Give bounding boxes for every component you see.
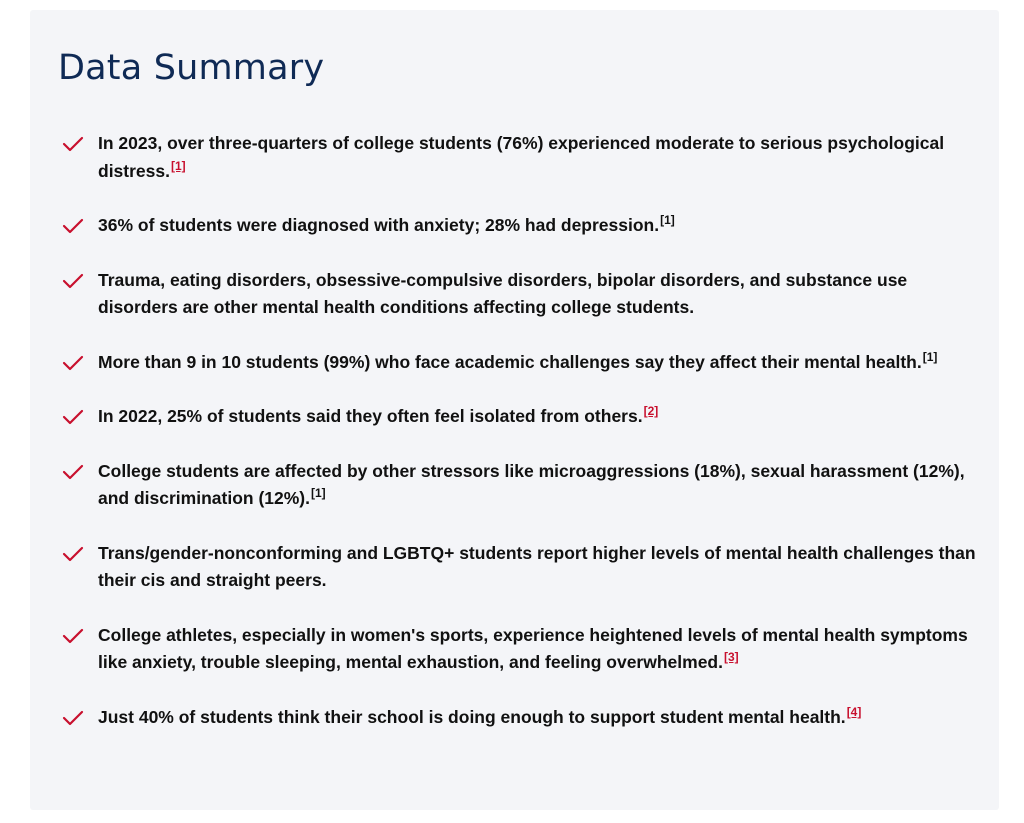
citation-marker: [1] — [922, 349, 938, 364]
item-text: 36% of students were diagnosed with anxiety; 28% had depression. — [98, 215, 660, 235]
citation-marker: [1] — [660, 213, 675, 228]
item-text: In 2022, 25% of students said they often feel isolated from others. — [98, 406, 643, 426]
check-icon — [62, 218, 84, 234]
citation-link[interactable]: [1] — [170, 158, 186, 173]
section-heading: Data Summary — [58, 48, 325, 88]
citation-link[interactable]: [4] — [846, 704, 862, 719]
list-item — [58, 267, 978, 322]
list-item — [58, 622, 978, 677]
data-summary-card — [30, 10, 999, 810]
item-text: In 2023, over three-quarters of college students (76%) experienced moderate to serious psychological distress. — [98, 133, 945, 181]
list-item — [58, 540, 978, 595]
citation-marker: [1] — [310, 486, 326, 501]
item-text: Trans/gender-nonconforming and LGBTQ+ students report higher levels of mental health challenges than their cis and straight peers. — [98, 542, 976, 590]
check-icon — [62, 355, 84, 371]
check-icon — [62, 546, 84, 562]
list-item — [58, 212, 978, 240]
check-icon — [62, 710, 84, 726]
citation-link[interactable]: [2] — [643, 404, 659, 419]
item-text: College students are affected by other stressors like microaggressions (18%), sexual harassment (12%), and discrimination (12%). — [98, 460, 965, 508]
list-item — [58, 403, 978, 431]
item-text: Trauma, eating disorders, obsessive-compulsive disorders, bipolar disorders, and substance use disorders are other mental health conditions affecting college students. — [98, 269, 908, 317]
summary-list — [58, 130, 978, 758]
check-icon — [62, 136, 84, 152]
item-text: College athletes, especially in women's sports, experience heightened levels of mental health symptoms like anxiety, trouble sleeping, mental exhaustion, and feeling overwhelmed. — [98, 624, 968, 672]
list-item — [58, 458, 978, 513]
list-item — [58, 349, 978, 377]
list-item — [58, 130, 978, 185]
list-item — [58, 704, 978, 732]
citation-link[interactable]: [3] — [723, 650, 739, 665]
check-icon — [62, 628, 84, 644]
check-icon — [62, 464, 84, 480]
item-text: More than 9 in 10 students (99%) who face academic challenges say they affect their mental health. — [98, 351, 922, 372]
check-icon — [62, 409, 84, 425]
item-text: Just 40% of students think their school is doing enough to support student mental health. — [98, 706, 846, 727]
check-icon — [62, 273, 84, 289]
